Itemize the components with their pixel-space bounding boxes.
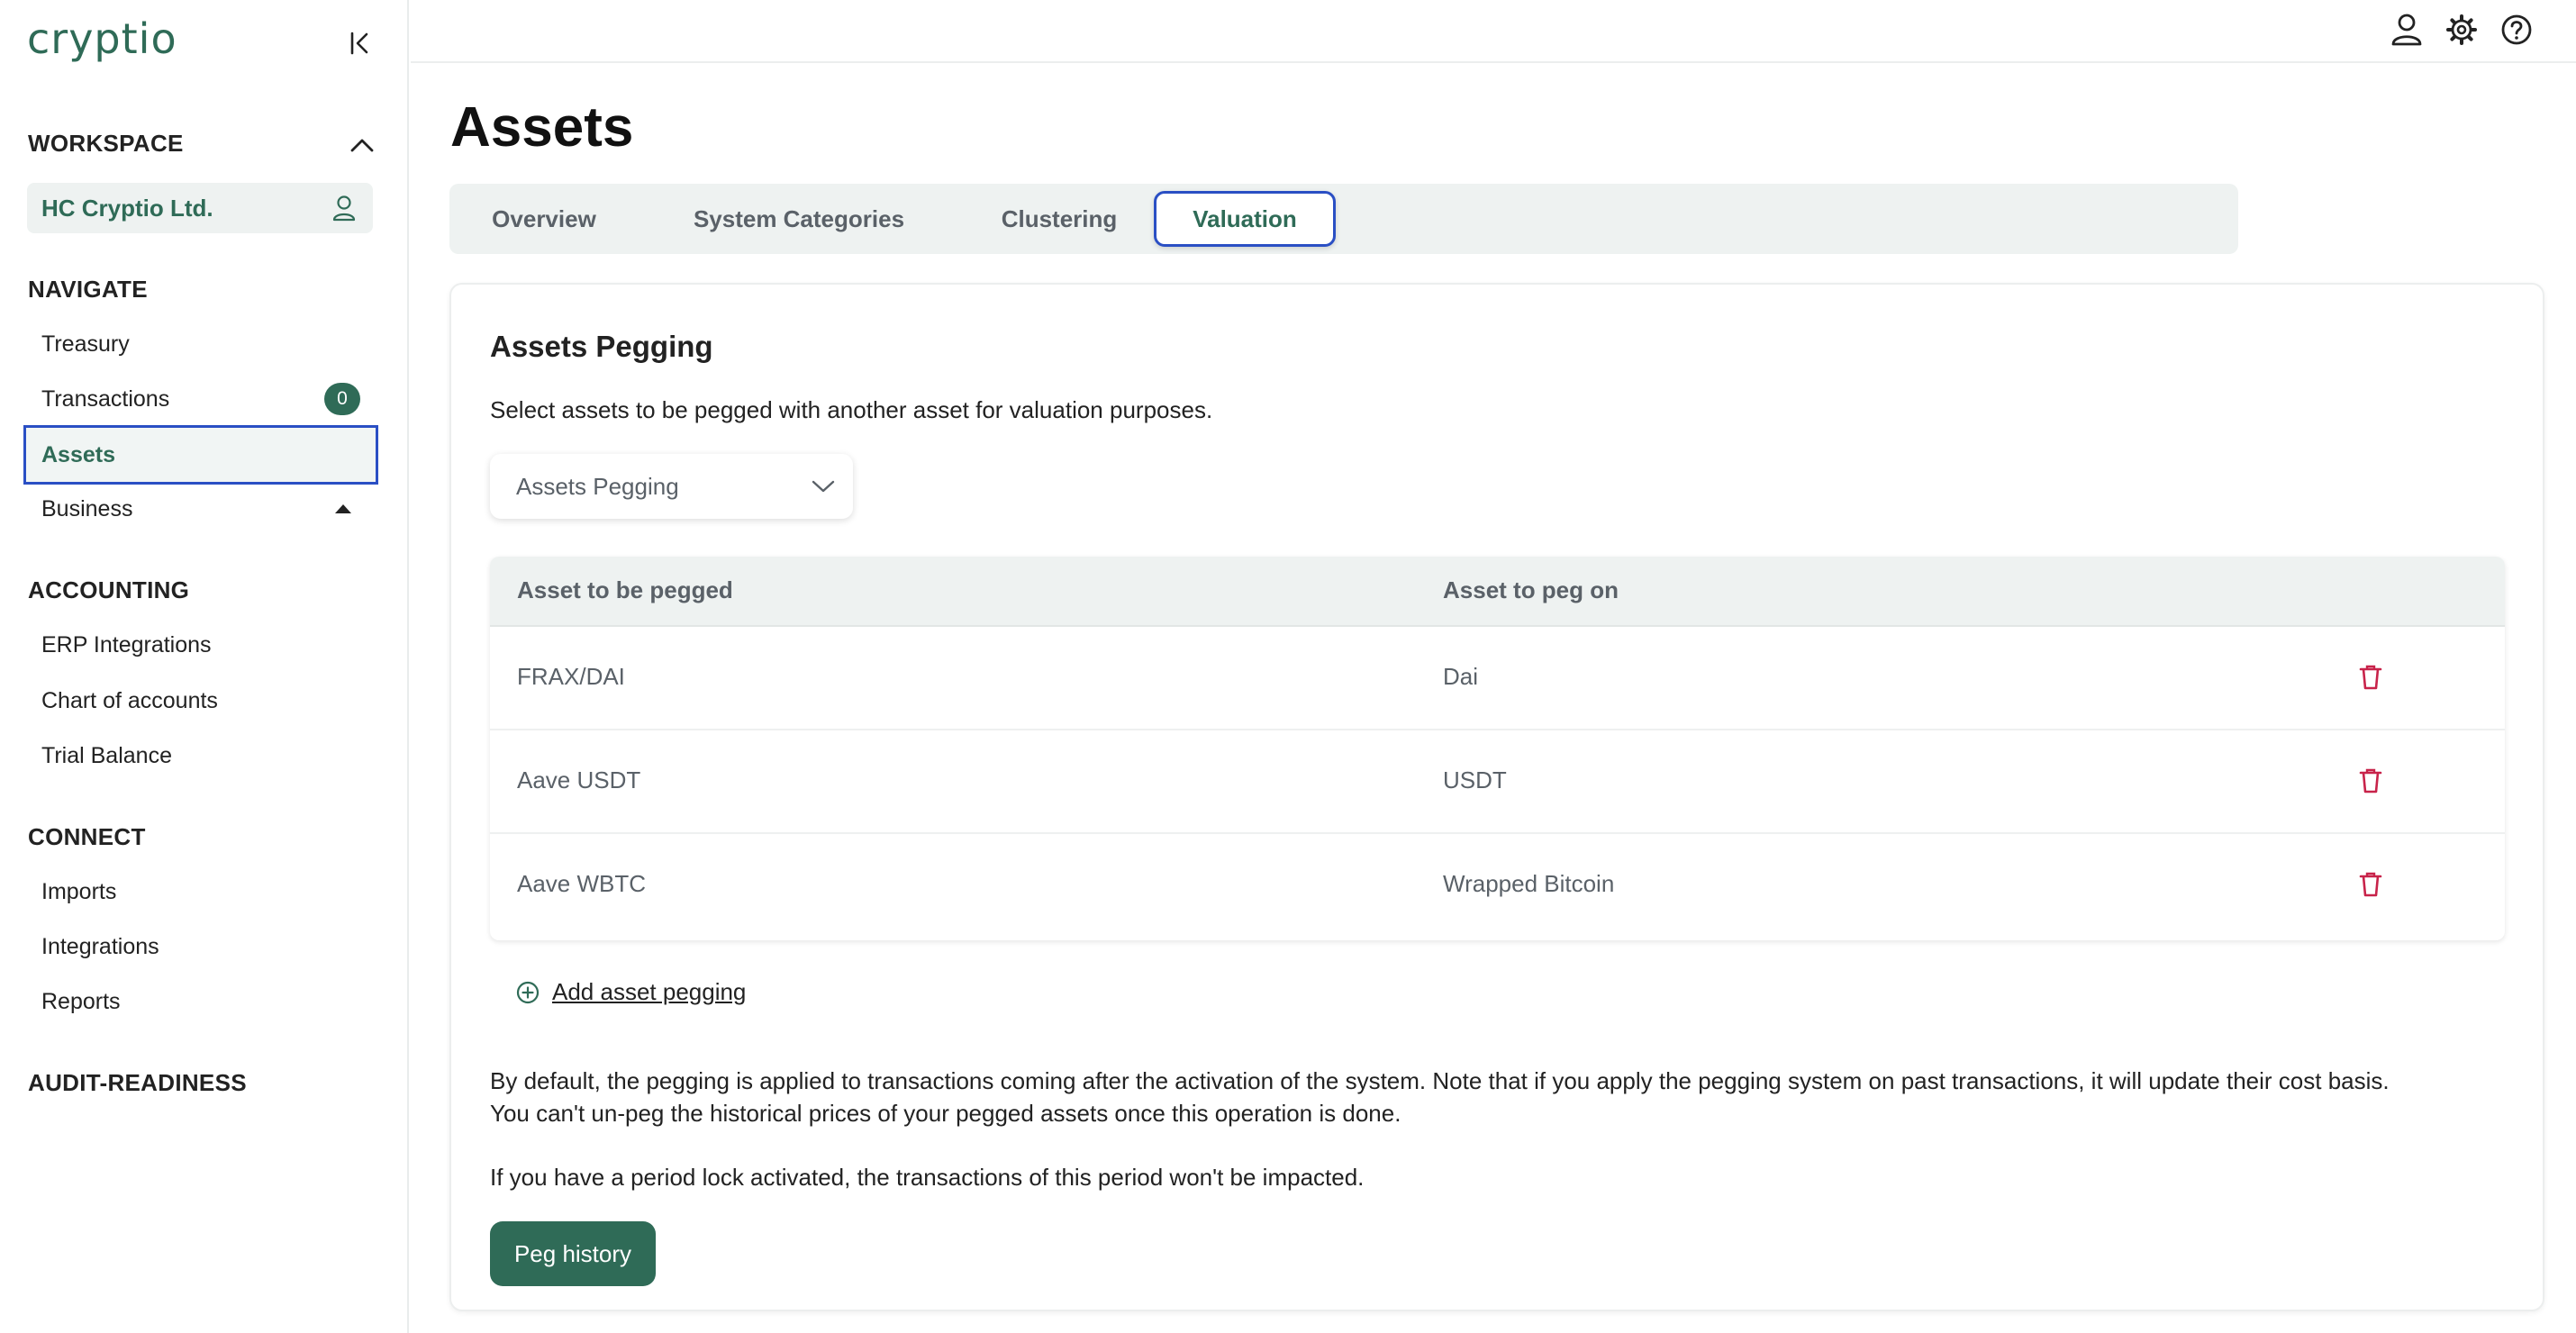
cell-pegged-asset: Aave WBTC (517, 870, 647, 897)
settings-button[interactable] (2441, 9, 2482, 50)
sidebar-item-erp-integrations[interactable] (23, 617, 378, 673)
peg-history-button[interactable]: Peg history (490, 1221, 656, 1286)
table-row (490, 834, 2505, 938)
workspace-name: HC Cryptio Ltd. (41, 194, 213, 222)
column-header-asset-to-peg-on: Asset to peg on (1443, 576, 1619, 603)
app-logo[interactable]: cryptio (27, 14, 177, 63)
cell-pegged-asset: FRAX/DAI (517, 663, 625, 690)
accounting-section-title: ACCOUNTING (28, 576, 190, 603)
tab-clustering[interactable]: Clustering (1001, 204, 1118, 232)
delete-row-button[interactable] (2354, 765, 2387, 797)
caret-up-icon (335, 504, 351, 513)
user-icon (2390, 13, 2423, 47)
add-asset-pegging-label: Add asset pegging (552, 978, 747, 1005)
page-title: Assets (450, 96, 634, 159)
tab-overview[interactable]: Overview (492, 204, 596, 232)
sidebar (0, 0, 409, 1333)
select-value: Assets Pegging (516, 472, 679, 500)
add-asset-pegging-link[interactable] (516, 978, 746, 1006)
cell-peg-on-asset: Dai (1443, 663, 1479, 690)
trash-icon (2358, 767, 2383, 794)
table-row (490, 730, 2505, 834)
audit-readiness-section-title[interactable]: AUDIT-READINESS (28, 1069, 247, 1096)
sidebar-item-label: Assets (41, 441, 115, 467)
profile-button[interactable] (2386, 9, 2427, 50)
sidebar-item-label: Imports (41, 878, 117, 904)
user-icon (331, 195, 357, 222)
table-header (490, 557, 2505, 627)
sidebar-item-label: Transactions (41, 385, 170, 412)
delete-row-button[interactable] (2354, 661, 2387, 694)
sidebar-item-transactions[interactable] (23, 371, 378, 427)
sidebar-item-label: Treasury (41, 331, 130, 357)
pegging-note-line-3: If you have a period lock activated, the transactions of this period won't be impacted. (490, 1164, 1365, 1191)
tab-bar (449, 184, 2238, 254)
collapse-left-icon (348, 31, 373, 56)
trash-icon (2358, 871, 2383, 898)
transactions-count-badge: 0 (324, 383, 360, 415)
navigate-section-title: NAVIGATE (28, 276, 148, 303)
card-title: Assets Pegging (490, 330, 713, 363)
table-row (490, 627, 2505, 730)
sidebar-item-business[interactable] (23, 481, 378, 537)
connect-section-title: CONNECT (28, 823, 146, 850)
sidebar-item-assets[interactable] (23, 425, 378, 485)
help-button[interactable] (2496, 9, 2537, 50)
sidebar-item-label: ERP Integrations (41, 631, 212, 657)
cell-peg-on-asset: Wrapped Bitcoin (1443, 870, 1615, 897)
workspace-collapse-toggle[interactable] (346, 131, 378, 159)
sidebar-item-treasury[interactable] (23, 316, 378, 372)
chevron-up-icon (349, 137, 375, 153)
chevron-down-icon (812, 479, 835, 494)
sidebar-item-label: Chart of accounts (41, 687, 218, 713)
top-bar (411, 0, 2576, 63)
assets-pegging-card (449, 283, 2544, 1311)
tab-system-categories[interactable]: System Categories (693, 204, 905, 232)
pegging-note-line-2: You can't un-peg the historical prices of your pegged assets once this operation is done. (490, 1100, 1401, 1127)
tab-valuation[interactable]: Valuation (1154, 191, 1336, 247)
sidebar-item-label: Reports (41, 988, 121, 1014)
delete-row-button[interactable] (2354, 868, 2387, 901)
pegging-note-line-1: By default, the pegging is applied to transactions coming after the activation of the system. Note that if you apply the pegging system on past transactions, it will update their cost basis. (490, 1067, 2390, 1094)
collapse-sidebar-button[interactable] (342, 25, 378, 61)
sidebar-item-label: Business (41, 495, 133, 521)
plus-circle-icon (516, 981, 540, 1004)
card-description: Select assets to be pegged with another asset for valuation purposes. (490, 396, 1213, 423)
sidebar-item-trial-balance[interactable] (23, 728, 378, 784)
workspace-section-title: WORKSPACE (28, 130, 184, 157)
pegging-type-select[interactable] (490, 454, 853, 519)
column-header-asset-to-be-pegged: Asset to be pegged (517, 576, 733, 603)
sidebar-item-reports[interactable] (23, 974, 378, 1029)
help-icon (2500, 14, 2533, 46)
sidebar-item-chart-of-accounts[interactable] (23, 673, 378, 729)
cell-peg-on-asset: USDT (1443, 766, 1507, 793)
workspace-selector[interactable] (27, 183, 373, 233)
sidebar-item-imports[interactable] (23, 864, 378, 920)
gear-icon (2445, 14, 2478, 46)
cell-pegged-asset: Aave USDT (517, 766, 641, 793)
trash-icon (2358, 664, 2383, 691)
sidebar-item-integrations[interactable] (23, 919, 378, 975)
sidebar-item-label: Integrations (41, 933, 159, 959)
sidebar-item-label: Trial Balance (41, 742, 172, 768)
pegging-table (490, 557, 2505, 940)
